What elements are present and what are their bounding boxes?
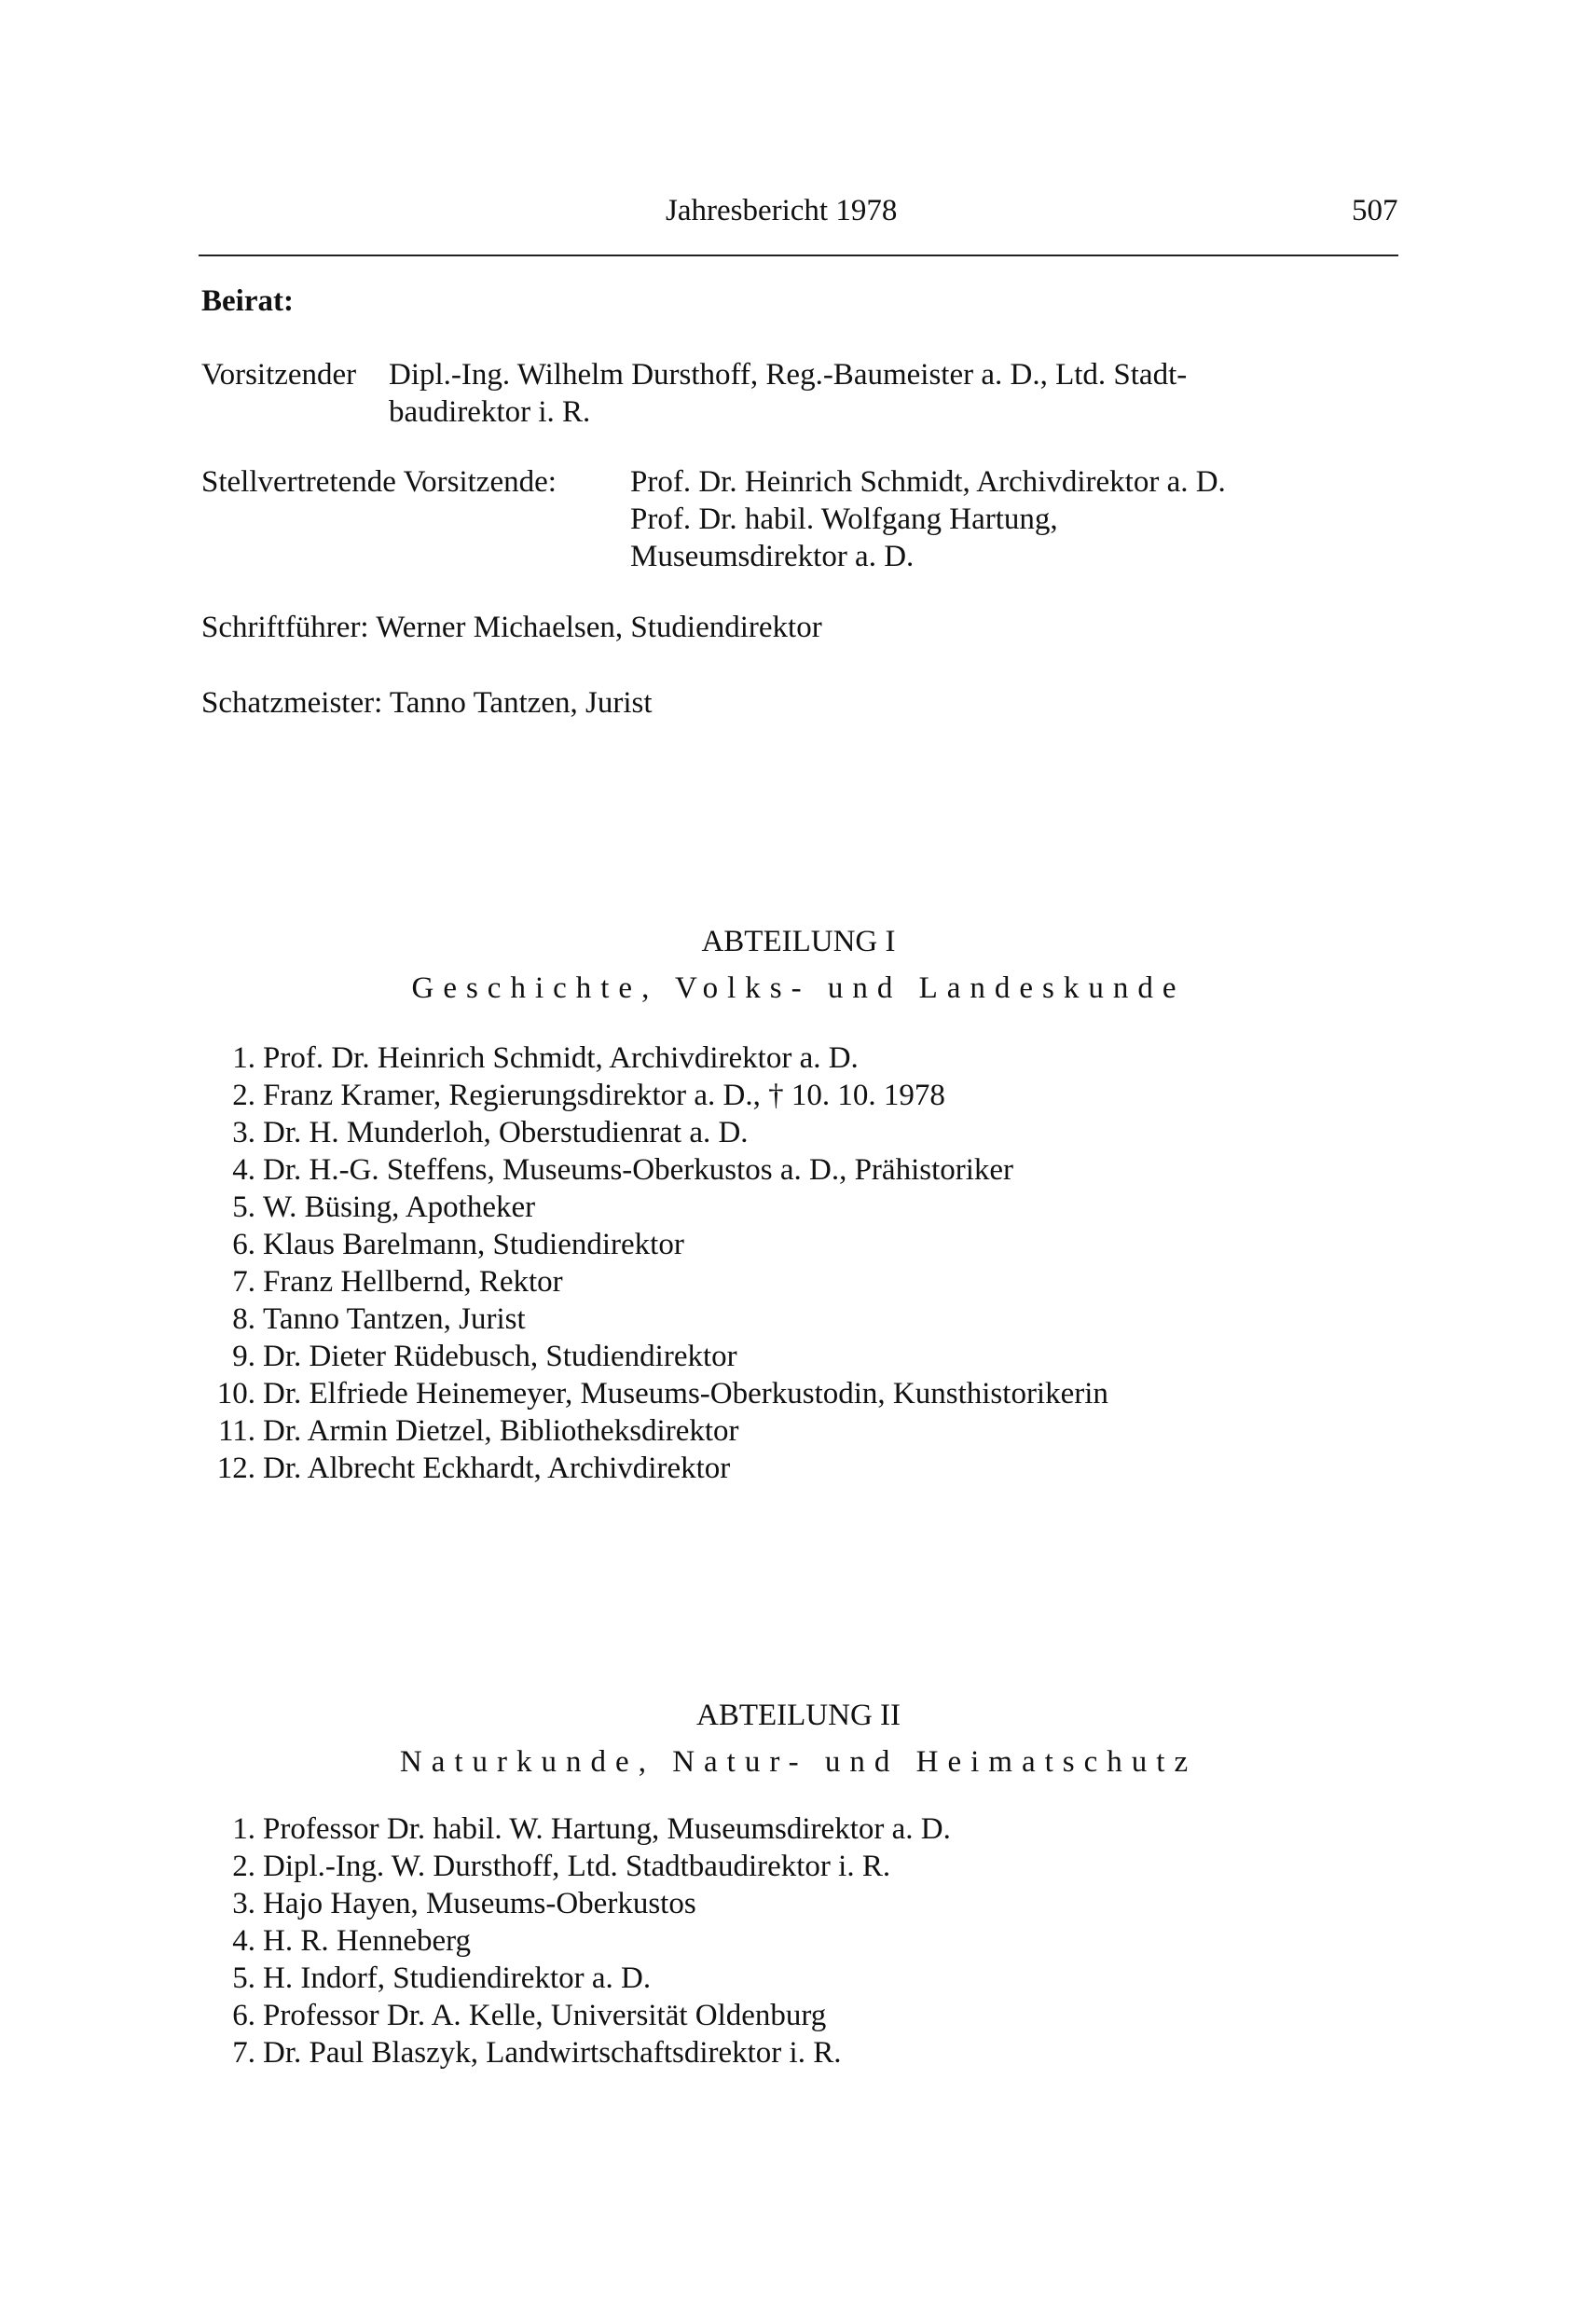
list-item-text: Hajo Hayen, Museums-Oberkustos	[263, 1887, 696, 1920]
list-item-text: H. Indorf, Studiendirektor a. D.	[263, 1961, 652, 1995]
page-number: 507	[1352, 194, 1398, 227]
schriftfuehrer-line: Schriftführer: Werner Michaelsen, Studiendirektor	[201, 611, 822, 644]
stellvertretende-line-1: Prof. Dr. Heinrich Schmidt, Archivdirektor a. D.	[630, 465, 1226, 499]
abteilung-1-title: ABTEILUNG I	[701, 925, 896, 958]
stellvertretende-line-2: Prof. Dr. habil. Wolfgang Hartung,	[630, 502, 1058, 536]
list-item-text: Dr. H. Munderloh, Oberstudienrat a. D.	[263, 1116, 749, 1149]
list-item-text: Professor Dr. habil. W. Hartung, Museumsdirektor a. D.	[263, 1812, 951, 1846]
list-item-number: 5.	[232, 1190, 255, 1224]
list-item-number: 11.	[217, 1414, 255, 1448]
list-item-text: Dr. Elfriede Heinemeyer, Museums-Oberkustodin, Kunsthistorikerin	[263, 1377, 1108, 1411]
list-item-text: W. Büsing, Apotheker	[263, 1190, 536, 1224]
schatzmeister-line: Schatzmeister: Tanno Tantzen, Jurist	[201, 686, 653, 720]
list-item-number: 3.	[232, 1887, 255, 1920]
list-item-number: 1.	[232, 1041, 255, 1075]
list-item-text: Tanno Tantzen, Jurist	[263, 1302, 526, 1336]
vorsitzender-line-2: baudirektor i. R.	[389, 395, 591, 429]
list-item-text: Franz Kramer, Regierungsdirektor a. D., † 10. 10. 1978	[263, 1079, 945, 1112]
list-item-number: 6.	[232, 1228, 255, 1261]
running-header-title: Jahresbericht 1978	[666, 194, 898, 227]
list-item-text: H. R. Henneberg	[263, 1924, 472, 1958]
list-item-number: 7.	[232, 2036, 255, 2070]
list-item-text: Prof. Dr. Heinrich Schmidt, Archivdirektor a. D.	[263, 1041, 859, 1075]
list-item-number: 1.	[232, 1812, 255, 1846]
list-item-text: Klaus Barelmann, Studiendirektor	[263, 1228, 684, 1261]
list-item-number: 2.	[232, 1079, 255, 1112]
list-item-number: 12.	[216, 1452, 255, 1485]
list-item-text: Dr. H.-G. Steffens, Museums-Oberkustos a. D., Prähistoriker	[263, 1153, 1014, 1187]
list-item-number: 4.	[232, 1924, 255, 1958]
list-item-number: 7.	[232, 1265, 255, 1299]
list-item-number: 10.	[216, 1377, 255, 1411]
beirat-heading: Beirat:	[201, 284, 294, 318]
list-item-text: Professor Dr. A. Kelle, Universität Oldenburg	[263, 1999, 827, 2032]
stellvertretende-label: Stellvertretende Vorsitzende:	[201, 465, 557, 499]
vorsitzender-line-1: Dipl.-Ing. Wilhelm Dursthoff, Reg.-Baumeister a. D., Ltd. Stadt-	[389, 358, 1188, 392]
list-item-number: 4.	[232, 1153, 255, 1187]
list-item-number: 6.	[232, 1999, 255, 2032]
list-item-number: 3.	[232, 1116, 255, 1149]
list-item-text: Dr. Paul Blaszyk, Landwirtschaftsdirektor i. R.	[263, 2036, 842, 2070]
abteilung-2-subtitle: Naturkunde, Natur- und Heimatschutz	[399, 1745, 1198, 1779]
vorsitzender-label: Vorsitzender	[201, 358, 357, 392]
header-rule	[199, 255, 1398, 256]
stellvertretende-line-3: Museumsdirektor a. D.	[630, 540, 915, 573]
abteilung-1-subtitle: Geschichte, Volks- und Landeskunde	[411, 971, 1186, 1005]
list-item-text: Dr. Albrecht Eckhardt, Archivdirektor	[263, 1452, 731, 1485]
list-item-number: 5.	[232, 1961, 255, 1995]
list-item-number: 2.	[232, 1850, 255, 1883]
abteilung-2-title: ABTEILUNG II	[695, 1699, 901, 1732]
list-item-text: Franz Hellbernd, Rektor	[263, 1265, 563, 1299]
list-item-number: 8.	[232, 1302, 255, 1336]
list-item-text: Dipl.-Ing. W. Dursthoff, Ltd. Stadtbaudirektor i. R.	[263, 1850, 891, 1883]
list-item-number: 9.	[232, 1340, 255, 1373]
list-item-text: Dr. Armin Dietzel, Bibliotheksdirektor	[263, 1414, 739, 1448]
list-item-text: Dr. Dieter Rüdebusch, Studiendirektor	[263, 1340, 737, 1373]
